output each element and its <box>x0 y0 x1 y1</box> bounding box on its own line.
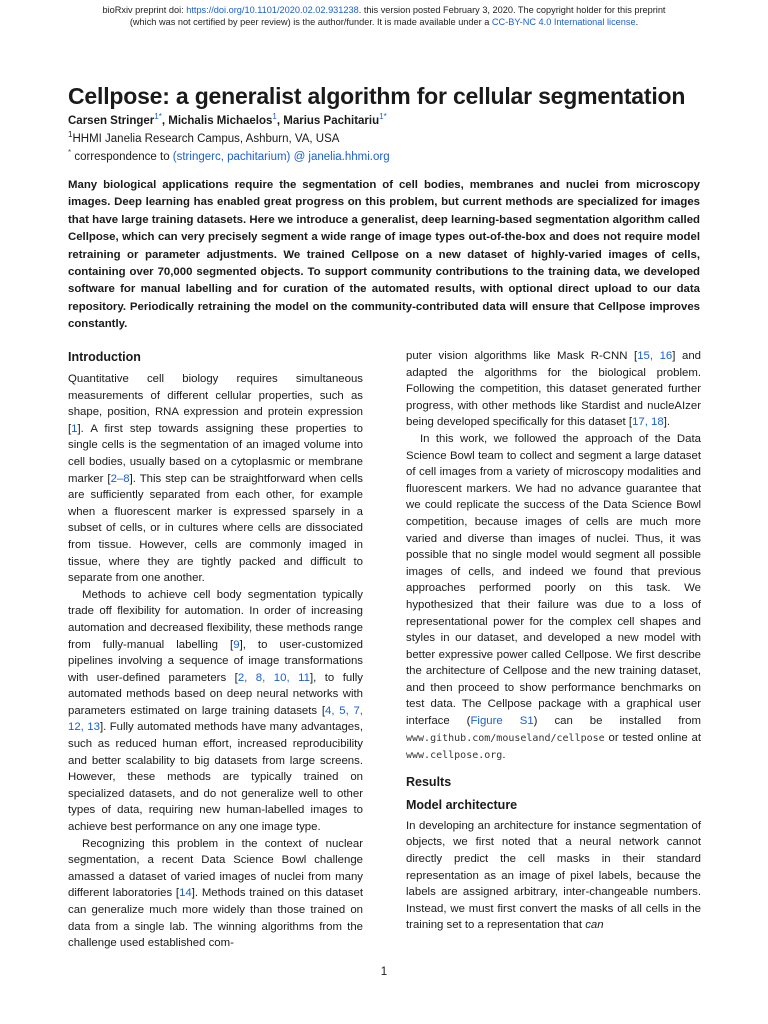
author-name: Carsen Stringer <box>68 114 155 127</box>
affiliation-mark: 1 <box>68 130 73 139</box>
license-link[interactable]: CC-BY-NC 4.0 International license <box>491 16 636 27</box>
intro-paragraph-3 <box>68 836 363 952</box>
banner-prefix: bioRxiv preprint doi: <box>102 5 187 15</box>
citation-link[interactable]: 17, 18 <box>632 416 664 429</box>
model-architecture-heading: Model architecture <box>406 797 518 812</box>
correspondence-mark: * <box>68 148 72 157</box>
correspondence-email-link[interactable]: (stringerc, pachitarium) @ janelia.hhmi.org <box>172 150 390 163</box>
results-heading: Results <box>406 774 452 789</box>
citation-link[interactable]: 4, 5, 7, 12, 13 <box>68 704 363 734</box>
author-name: Michalis Michaelos <box>168 114 273 127</box>
introduction-heading: Introduction <box>68 350 141 364</box>
preprint-banner <box>40 5 728 28</box>
banner-license-prefix: (which was not certified by peer review) is the author/funder. It is made available under a <box>129 16 492 27</box>
github-url[interactable]: www.github.com/mouseland/cellpose <box>406 732 605 744</box>
banner-line-2 <box>40 17 728 29</box>
paragraph-text: ]. Methods trained on this dataset can generalize much more widely than those trained on data from a single lab. The winning algorithms from the challenge used established com- <box>68 887 363 950</box>
paragraph-text: ] and adapted the algorithms for the biological problem. Following the competition, this dataset generated further progress, with other methods like Stardist and nucleAIzer being developed specifically for this dataset [ <box>406 350 701 429</box>
author-separator: , <box>161 114 169 127</box>
doi-link[interactable]: https://doi.org/10.1101/2020.02.02.931238 <box>186 5 359 15</box>
paragraph-text: In developing an architecture for instance segmentation of objects, we first noted that a neural network cannot directly predict the cell masks in their standard representation as an image of pixel labels, because the labels are assigned arbitrary, inter-changeable numbers. Instead, we must first convert the masks of all cells in the training set to a representation that <box>406 819 701 932</box>
banner-license-suffix: . <box>635 16 639 27</box>
intro-paragraph-2 <box>68 587 363 836</box>
intro-paragraph-1 <box>68 371 363 587</box>
figure-link[interactable]: Figure S1 <box>470 715 534 728</box>
correspondence <box>68 148 390 163</box>
paper-title: Cellpose: a generalist algorithm for cellular segmentation <box>68 83 686 109</box>
paragraph-text: Quantitative cell biology requires simultaneous measurements of different cellular properties, such as shape, position, RNA expression and protein expression [ <box>68 373 363 435</box>
intro-paragraph-3-continued <box>406 348 701 431</box>
paragraph-text: ]. A first step towards assigning these properties to single cells is the segmentation of an imaged volume into cell bodies, usually based on a cytoplasmic or membrane marker [ <box>68 422 363 485</box>
paragraph-text: . <box>502 749 506 762</box>
paragraph-text: ]. Fully automated methods have many advantages, such as reduced human effort, increased reproducibility and better scalability to big datasets from large screens. However, these methods are typically trained on specialized datasets, and do not generalize well to other types of data, requiring new human-labelled images to achieve best performance on any one image type. <box>68 721 363 834</box>
affiliation <box>68 130 339 145</box>
paragraph-text: ], to fully automated methods based on deep neural networks with parameters estimated on large training datasets [ <box>68 671 363 717</box>
results-paragraph-1 <box>406 818 701 934</box>
left-column <box>68 348 363 952</box>
paragraph-text: ], to user-customized pipelines involving a sequence of image transformations with user-defined parameters [ <box>68 638 363 684</box>
correspondence-prefix: correspondence to <box>74 150 173 163</box>
paragraph-text: ) can be installed from <box>533 715 701 728</box>
citation-link[interactable]: 15, 16 <box>637 350 673 362</box>
paragraph-text: Methods to achieve cell body segmentation typically trade off flexibility for automation. In order of increasing automation and decreased flexibility, these methods range from fully-manual labelling [ <box>68 588 363 651</box>
author-name: Marius Pachitariu <box>283 114 380 127</box>
website-url[interactable]: www.cellpose.org <box>406 750 503 762</box>
author-list <box>68 112 387 127</box>
paragraph-text: ]. <box>663 416 671 429</box>
banner-line-1 <box>40 5 728 17</box>
author-separator: , <box>276 114 284 127</box>
citation-link[interactable]: 2–8 <box>110 472 130 485</box>
citation-link[interactable]: 14 <box>179 887 192 900</box>
intro-paragraph-4 <box>406 431 701 765</box>
affiliation-text: HHMI Janelia Research Campus, Ashburn, VA, USA <box>72 132 340 145</box>
paragraph-text: In this work, we followed the approach of the Data Science Bowl team to collect and segment a large dataset of cell images from a variety of microscopy modalities and fluorescent markers. We had no advance guarantee that we could replicate the success of the Data Science Bowl competition, because images of cells are much more varied and diverse than images of nuclei. Thus, it was possible that no single model would segment all possible images of cells, and indeed we found that previous approaches performed poorly on this task. We hypothesized that their failure was due to a loss of representational power for the complex cell shapes and styles in our dataset, and developed a new model with better expressive power called Cellpose. We first describe the architecture of Cellpose and the new training dataset, and then proceed to show performance benchmarks on test data. The Cellpose package with a graphical user interface ( <box>406 432 701 728</box>
paragraph-text: puter vision algorithms like Mask R-CNN [ <box>406 350 638 362</box>
citation-link[interactable]: 1 <box>71 422 78 435</box>
paragraph-text: or tested online at <box>604 731 701 744</box>
page-number: 1 <box>380 966 388 978</box>
citation-link[interactable]: 2, 8, 10, 11 <box>237 671 310 684</box>
author-affiliation-mark[interactable]: 1* <box>154 112 162 121</box>
author-affiliation-mark[interactable]: 1* <box>379 112 387 121</box>
paragraph-text: Recognizing this problem in the context of nuclear segmentation, a recent Data Science Bowl challenge amassed a dataset of varied images of nuclei from many different laboratories [ <box>68 837 363 900</box>
citation-link[interactable]: 9 <box>233 638 240 651</box>
paragraph-text: ]. This step can be straightforward when cells are sufficiently separated from each other, for example when a fluorescent marker is expressed sparsely in a subset of cells, or in cultures where cells are dissociated from tissue. However, cells are commonly imaged in tissue, where they are tightly packed and difficult to separate from one another. <box>68 472 363 585</box>
banner-suffix: . this version posted February 3, 2020. The copyright holder for this preprint <box>358 5 666 15</box>
author-affiliation-mark[interactable]: 1 <box>272 112 277 121</box>
abstract: Many biological applications require the segmentation of cell bodies, membranes and nuclei from microscopy images. Deep learning has enabled great progress on this problem, but current methods are specialized for images that have large training datasets. Here we introduce a generalist, deep learning-based segmentation algorithm called Cellpose, which can very precisely segment a wide range of image types out-of-the-box and does not require model retraining or parameter adjustments. We trained Cellpose on a new dataset of highly-varied images of cells, containing over 70,000 segmented objects. To support community contributions to the training data, we developed software for manual labelling and for curation of the automated results, with optional direct upload to our data repository. Periodically retraining the model on the community-contributed data will ensure that Cellpose improves constantly. <box>68 179 700 331</box>
right-column <box>406 348 701 934</box>
emphasis-text: can <box>585 919 604 932</box>
